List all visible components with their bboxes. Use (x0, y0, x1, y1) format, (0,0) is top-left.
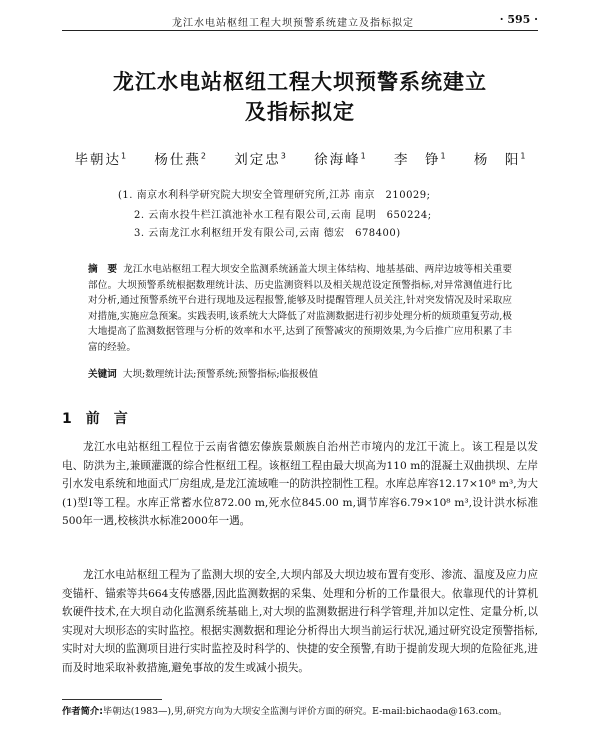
footnote-label: 作者简介: (62, 706, 103, 717)
author: 李 铮$^1$ (394, 151, 446, 168)
affiliation: 2. 云南水投牛栏江滇池补水工程有限公司,云南 昆明 650224; (134, 210, 432, 221)
running-header (62, 12, 538, 31)
running-title: 龙江水电站枢纽工程大坝预警系统建立及指标拟定 (172, 18, 414, 29)
footnote-text: 毕朝达(1983—),男,研究方向为大坝安全监测与评价方面的研究。E-mail:bichaoda@163.com。 (102, 706, 508, 717)
author: 刘定忠$^3$ (234, 151, 286, 168)
author: 杨仕燕$^2$ (154, 151, 206, 168)
page-number: · 595 · (499, 13, 538, 26)
abstract-text: 龙江水电站枢纽工程大坝安全监测系统涵盖大坝主体结构、地基基础、两岸边坡等相关重要部位。大坝预警系统根据数理统计法、历史监测资料以及相关规范设定预警指标,对异常测值进行比对分析,通过预警系统平台进行现地及远程报警,能够及时提醒管理人员关注,针对突发情况及时采取应对措施,实施应急预案。实践表明,该系统大大降低了对监测数据进行初步处理分析的烦琐重复劳动,极大地提高了监测数据管理与分析的效率和水平,达到了预警减灾的预期效果,为今后推广应用积累了丰富的经验。 (88, 264, 512, 353)
affiliation: (1. 南京水利科学研究院大坝安全管理研究所,江苏 南京 210029; (118, 190, 431, 201)
abstract (88, 262, 512, 355)
paper-title-line-1: 龙江水电站枢纽工程大坝预警系统建立 (113, 70, 487, 94)
keywords (88, 366, 512, 380)
author-footnote (62, 704, 538, 719)
author: 毕朝达$^1$ (74, 151, 127, 168)
paragraph-text: 龙江水电站枢纽工程为了监测大坝的安全,大坝内部及大坝边坡布置有变形、渗流、温度及应力应变锚杆、锚索等共664支传感器,因此监测数据的采集、处理和分析的工作量很大。依靠现代的计算机软硬件技术,在大坝自动化监测系统基础上,对大坝的监测数据进行科学管理,并加以定性、定量分析,以实现对大坝形态的实时监控。根据实测数据和理论分析得出大坝当前运行状况,通过研究设定预警指标,实时对大坝的监测项目进行实时监控及时科学的、快捷的安全预警,有助于提前发现大坝的危险征兆,进而及时地采取补救措施,避免事故的发生或减小损失。 (62, 569, 538, 674)
author-list (0, 148, 600, 168)
footnote-divider (62, 699, 162, 700)
paper-title-line-2: 及指标拟定 (245, 100, 355, 124)
author: 徐海峰$^1$ (314, 151, 366, 168)
body-paragraph (62, 566, 538, 678)
abstract-label: 摘 要 (88, 264, 118, 275)
section-heading (62, 408, 128, 428)
affiliation: 3. 云南龙江水利枢纽开发有限公司,云南 德宏 678400) (134, 228, 401, 239)
paragraph-text: 龙江水电站枢纽工程位于云南省德宏傣族景颇族自治州芒市境内的龙江干流上。该工程是以发电、防洪为主,兼顾灌溉的综合性枢纽工程。该枢纽工程由最大坝高为110 m的混凝土双曲拱坝、左岸引水发电系统和地面式厂房组成,是龙江流域唯一的防洪控制性工程。水库总库容12.17×10⁸ m³,为大(1)型Ⅰ等工程。水库正常蓄水位872.00 m,死水位845.00 m,调节库容6.79×10⁸ m³,设计洪水标准500年一遇,校核洪水标准2000年一遇。 (62, 441, 538, 528)
body-paragraph (62, 438, 538, 531)
section-title: 前 言 (85, 411, 128, 427)
keywords-text: 大坝;数理统计法;预警系统;预警指标;临报极值 (122, 369, 318, 380)
section-number: 1 (62, 411, 72, 427)
keywords-label: 关键词 (88, 369, 117, 380)
author: 杨 阳$^1$ (473, 151, 526, 168)
